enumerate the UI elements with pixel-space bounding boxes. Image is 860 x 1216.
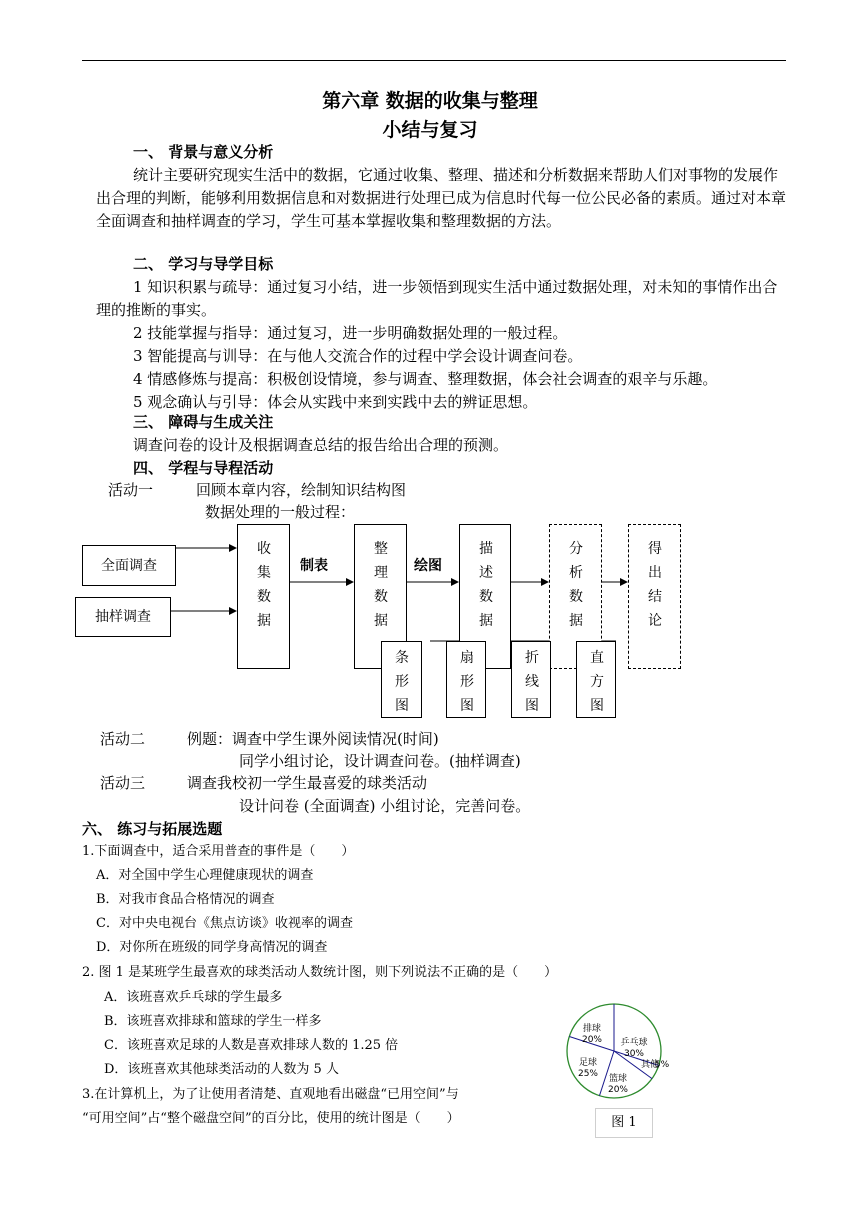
line-chart-label: 折线图 — [525, 650, 539, 714]
q1-option-a: A．对全国中学生心理健康现状的调查 — [96, 868, 314, 883]
pie-slice-value-2: 20% — [607, 1085, 629, 1095]
activity-2-label: 活动二 — [100, 730, 146, 748]
section-1-body: 统计主要研究现实生活中的数据，它通过收集、整理、描述和分析数据来帮助人们对事物的发展作出合理的判断，能够利用数据信息和对数据进行处理已成为信息时代每一位公民必备的素质。通过对本章全面调查和抽样调查的学习，学生可基本掌握收集和整理数据的方法。 — [96, 166, 787, 230]
activity-1-subtitle: 数据处理的一般过程： — [205, 503, 356, 521]
sample-survey-box — [75, 597, 171, 637]
activity-2-line-2: 同学小组讨论，设计调查问卷。(抽样调查) — [239, 752, 521, 770]
q2-option-b: B．该班喜欢排球和篮球的学生一样多 — [104, 1014, 322, 1029]
chapter-subtitle: 小结与复习 — [382, 119, 478, 141]
analyze-data-label: 分析数据 — [569, 541, 583, 629]
goal-item-5: 5 观念确认与引导：体会从实践中来到实践中去的辨证思想。 — [133, 393, 538, 411]
pie-slice-label-3: 足球 — [578, 1058, 598, 1068]
pie-slice-value-1: 5% — [654, 1060, 670, 1070]
histogram-label: 直方图 — [590, 650, 604, 714]
ball-sports-pie-chart — [564, 1001, 670, 1101]
chapter-title: 第六章 数据的收集与整理 — [322, 90, 538, 112]
activity-1-text: 回顾本章内容，绘制知识结构图 — [196, 481, 407, 499]
q1-option-c: C．对中央电视台《焦点访谈》收视率的调查 — [96, 916, 353, 931]
activity-1-label: 活动一 — [108, 481, 154, 499]
pie-chart-box — [446, 641, 486, 718]
q2-option-a: A．该班喜欢乒乓球的学生最多 — [104, 990, 283, 1005]
pie-slice-label-2: 篮球 — [608, 1074, 628, 1084]
section-2-heading: 二、 学习与导学目标 — [133, 255, 274, 273]
pie-slice-label-1: 其他 — [640, 1060, 660, 1070]
q1-option-b: B．对我市食品合格情况的调查 — [96, 892, 275, 907]
section-6-heading: 六、 练习与拓展选题 — [82, 820, 223, 838]
activity-3-line-1: 调查我校初一学生最喜爱的球类活动 — [187, 774, 428, 792]
conclusion-box — [628, 524, 681, 669]
pie-chart-label: 扇形图 — [460, 650, 474, 714]
section-4-heading: 四、 学程与导程活动 — [133, 459, 274, 477]
full-survey-label: 全面调查 — [101, 558, 157, 574]
bar-chart-label: 条形图 — [395, 650, 409, 714]
goal-item-1: 1 知识积累与疏导：通过复习小结，进一步领悟到现实生活中通过数据处理，对未知的事情作出合理的推断的事实。 — [96, 278, 778, 319]
question-3-line-1: 3.在计算机上，为了让使用者清楚、直观地看出磁盘“已用空间”与 — [82, 1087, 459, 1102]
goal-item-3: 3 智能提高与训导：在与他人交流合作的过程中学会设计调查问卷。 — [133, 347, 583, 365]
pie-slice-label-4: 排球 — [582, 1024, 602, 1034]
question-2: 2. 图 1 是某班学生最喜欢的球类活动人数统计图，则下列说法不正确的是（ ） — [82, 965, 558, 980]
collect-data-box — [237, 524, 290, 669]
question-3-line-2: “可用空间”占“整个磁盘空间”的百分比，使用的统计图是（ ） — [82, 1111, 460, 1126]
pie-slice-value-3: 25% — [577, 1069, 599, 1079]
q1-option-d: D．对你所在班级的同学身高情况的调查 — [96, 940, 328, 955]
full-survey-box — [82, 545, 176, 586]
conclusion-label: 得出结论 — [648, 541, 662, 629]
sample-survey-label: 抽样调查 — [95, 609, 151, 625]
section-3-heading: 三、 障碍与生成关注 — [133, 413, 274, 431]
pie-slice-value-0: 30% — [623, 1049, 645, 1059]
section-1-heading: 一、 背景与意义分析 — [133, 143, 274, 161]
question-1: 1.下面调查中，适合采用普查的事件是（ ） — [82, 844, 355, 859]
q2-option-d: D．该班喜欢其他球类活动的人数为 5 人 — [104, 1062, 339, 1077]
organize-data-label: 整理数据 — [374, 541, 388, 629]
make-table-label: 制表 — [300, 558, 328, 574]
line-chart-box — [511, 641, 551, 718]
q2-option-c: C．该班喜欢足球的人数是喜欢排球人数的 1.25 倍 — [104, 1038, 399, 1053]
goal-item-4: 4 情感修炼与提高：积极创设情境，参与调查、整理数据，体会社会调查的艰辛与乐趣。 — [133, 370, 718, 388]
goal-item-2: 2 技能掌握与指导：通过复习，进一步明确数据处理的一般过程。 — [133, 324, 568, 342]
histogram-box — [576, 641, 616, 718]
section-3-body: 调查问卷的设计及根据调查总结的报告给出合理的预测。 — [133, 436, 509, 454]
activity-2-line-1: 例题：调查中学生课外阅读情况(时间) — [187, 730, 439, 748]
describe-data-label: 描述数据 — [479, 541, 493, 629]
bar-chart-box — [381, 641, 422, 718]
pie-slice-label-0: 乒乓球 — [620, 1038, 648, 1048]
pie-slice-value-4: 20% — [581, 1035, 603, 1045]
collect-data-label: 收集数据 — [257, 541, 271, 629]
figure-1-caption: 图 1 — [595, 1108, 653, 1138]
activity-3-label: 活动三 — [100, 774, 146, 792]
activity-3-line-2: 设计问卷 (全面调查) 小组讨论，完善问卷。 — [239, 797, 531, 815]
draw-chart-label: 绘图 — [414, 558, 442, 574]
